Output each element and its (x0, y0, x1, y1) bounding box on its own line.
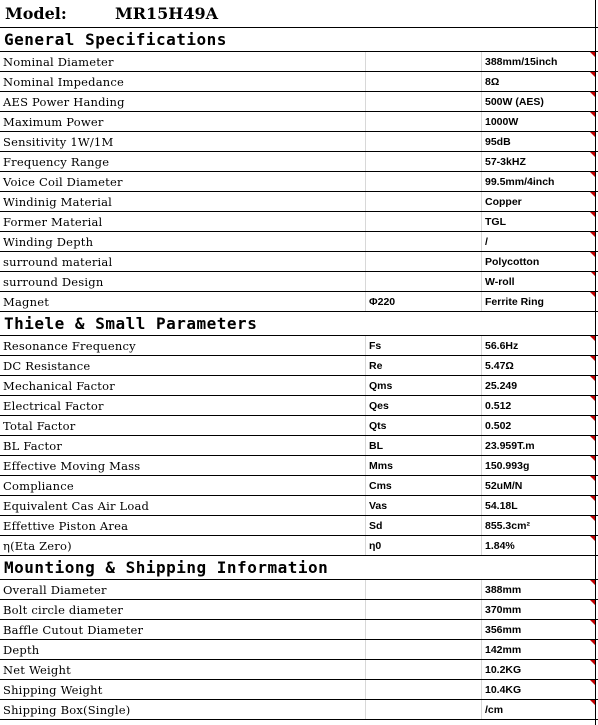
param-name: Baffle Cutout Diameter (3, 622, 144, 637)
param-symbol (365, 660, 481, 679)
param-name: surround Design (3, 274, 104, 289)
param-symbol (365, 92, 481, 111)
param-symbol (365, 700, 481, 719)
table-row (0, 436, 598, 456)
model-value: MR15H49A (115, 4, 219, 23)
param-value: TGL (481, 212, 595, 231)
table-row (0, 72, 598, 92)
table-row (0, 700, 598, 720)
param-value: 95dB (481, 132, 595, 151)
param-value: 10.4KG (481, 680, 595, 699)
param-name: Nominal Impedance (3, 74, 125, 89)
table-right-border (595, 0, 596, 725)
param-value: /cm (481, 700, 595, 719)
param-value: 150.993g (481, 456, 595, 475)
param-name: η(Eta Zero) (3, 538, 72, 553)
table-row (0, 620, 598, 640)
param-value: 5.47Ω (481, 356, 595, 375)
param-value: 500W (AES) (481, 92, 595, 111)
param-symbol (365, 172, 481, 191)
param-name: Electrical Factor (3, 398, 104, 413)
section-general-specifications: General Specifications (0, 28, 598, 52)
param-name: Windinig Material (3, 194, 113, 209)
model-header (0, 0, 598, 28)
param-name: Shipping Weight (3, 682, 103, 697)
param-symbol (365, 212, 481, 231)
param-name: Magnet (3, 294, 50, 309)
param-symbol: Vas (365, 496, 481, 515)
table-row (0, 536, 598, 556)
table-row (0, 92, 598, 112)
param-name: Net Weight (3, 662, 71, 677)
param-name: Frequency Range (3, 154, 110, 169)
table-row (0, 336, 598, 356)
param-value: 0.502 (481, 416, 595, 435)
param-name: Resonance Frequency (3, 338, 136, 353)
param-symbol (365, 252, 481, 271)
table-row (0, 680, 598, 700)
param-value: 855.3cm² (481, 516, 595, 535)
table-row (0, 232, 598, 252)
param-name: Effettive Piston Area (3, 518, 129, 533)
param-symbol (365, 580, 481, 599)
table-row (0, 152, 598, 172)
param-value: 142mm (481, 640, 595, 659)
param-name: BL Factor (3, 438, 63, 453)
table-row (0, 192, 598, 212)
param-value: 25.249 (481, 376, 595, 395)
table-row (0, 580, 598, 600)
param-symbol (365, 620, 481, 639)
table-row (0, 132, 598, 152)
table-row (0, 252, 598, 272)
param-symbol (365, 640, 481, 659)
param-value: W-roll (481, 272, 595, 291)
param-symbol (365, 232, 481, 251)
param-value: 56.6Hz (481, 336, 595, 355)
param-symbol: Mms (365, 456, 481, 475)
table-row (0, 660, 598, 680)
param-value: 388mm/15inch (481, 52, 595, 71)
param-value: 388mm (481, 580, 595, 599)
table-row (0, 172, 598, 192)
table-row (0, 416, 598, 436)
param-name: Shipping Box(Single) (3, 702, 131, 717)
param-name: Effective Moving Mass (3, 458, 141, 473)
param-symbol: Qts (365, 416, 481, 435)
section-mounting-shipping: Mountiong & Shipping Information (0, 556, 598, 580)
param-symbol (365, 52, 481, 71)
table-row (0, 112, 598, 132)
param-value: Polycotton (481, 252, 595, 271)
table-row (0, 212, 598, 232)
param-name: Depth (3, 642, 40, 657)
param-name: Nominal Diameter (3, 54, 114, 69)
param-value: 10.2KG (481, 660, 595, 679)
param-value: 0.512 (481, 396, 595, 415)
param-value: 8Ω (481, 72, 595, 91)
table-row (0, 356, 598, 376)
param-name: AES Power Handing (3, 94, 125, 109)
param-value: 356mm (481, 620, 595, 639)
param-value: 370mm (481, 600, 595, 619)
param-symbol (365, 600, 481, 619)
param-value: 23.959T.m (481, 436, 595, 455)
param-value: 99.5mm/4inch (481, 172, 595, 191)
param-value: 52uM/N (481, 476, 595, 495)
param-symbol: η0 (365, 536, 481, 555)
param-symbol (365, 272, 481, 291)
table-row (0, 476, 598, 496)
param-name: Bolt circle diameter (3, 602, 124, 617)
param-symbol (365, 192, 481, 211)
param-symbol: BL (365, 436, 481, 455)
param-symbol: Φ220 (365, 292, 481, 311)
param-value: 57-3kHZ (481, 152, 595, 171)
param-symbol: Re (365, 356, 481, 375)
table-row (0, 292, 598, 312)
param-symbol (365, 112, 481, 131)
param-name: Former Material (3, 214, 103, 229)
param-symbol (365, 132, 481, 151)
table-row (0, 456, 598, 476)
param-symbol: Qes (365, 396, 481, 415)
table-row (0, 376, 598, 396)
param-value: / (481, 232, 595, 251)
param-value: 1000W (481, 112, 595, 131)
param-symbol: Fs (365, 336, 481, 355)
table-row (0, 396, 598, 416)
param-value: 54.18L (481, 496, 595, 515)
table-row (0, 272, 598, 292)
param-name: Equivalent Cas Air Load (3, 498, 150, 513)
param-name: Mechanical Factor (3, 378, 115, 393)
table-row (0, 52, 598, 72)
param-name: DC Resistance (3, 358, 91, 373)
param-name: Maximum Power (3, 114, 104, 129)
param-name: Voice Coil Diameter (3, 174, 123, 189)
param-name: surround material (3, 254, 113, 269)
param-name: Sensitivity 1W/1M (3, 134, 114, 149)
param-symbol (365, 680, 481, 699)
param-value: Copper (481, 192, 595, 211)
param-symbol: Sd (365, 516, 481, 535)
model-label: Model: (5, 4, 67, 23)
param-symbol: Qms (365, 376, 481, 395)
param-value: Ferrite Ring (481, 292, 595, 311)
param-name: Total Factor (3, 418, 76, 433)
param-symbol: Cms (365, 476, 481, 495)
table-row (0, 516, 598, 536)
param-name: Overall Diameter (3, 582, 107, 597)
param-symbol (365, 152, 481, 171)
table-row (0, 600, 598, 620)
table-row (0, 496, 598, 516)
param-name: Winding Depth (3, 234, 94, 249)
param-value: 1.84% (481, 536, 595, 555)
section-thiele-small-parameters: Thiele & Small Parameters (0, 312, 598, 336)
table-row (0, 640, 598, 660)
param-name: Compliance (3, 478, 74, 493)
param-symbol (365, 72, 481, 91)
